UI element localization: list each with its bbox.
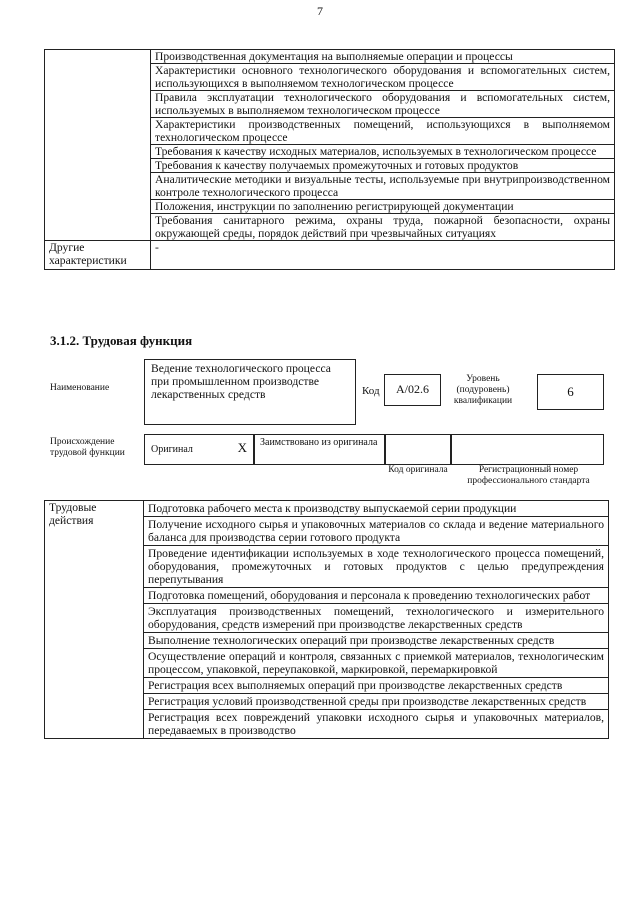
table-cell: Эксплуатация производственных помещений, технологического и измерительного оборудования, средств измерений при производстве лекарственных средств [144,604,609,633]
table-cell: Осуществление операций и контроля, связанных с приемкой материалов, технологическим процессом, упаковкой, переупаковкой, маркировкой, перемаркировкой [144,649,609,678]
table-cell: Положения, инструкции по заполнению регистрирующей документации [151,200,615,214]
table-cell: Производственная документация на выполняемые операции и процессы [151,50,615,64]
other-characteristics-value: - [151,241,615,270]
reg-number-box [451,434,604,465]
name-value-box: Ведение технологического процесса при промышленном производстве лекарственных средств [144,359,356,425]
knowledge-table [44,49,615,270]
labor-actions-label: Трудовые действия [45,501,144,739]
section-title: 3.1.2. Трудовая функция [50,333,193,348]
code-caption: Код оригинала [388,465,448,475]
original-mark: X [237,440,247,455]
labor-actions-table [44,500,609,739]
table-cell: Требования к качеству получаемых промежуточных и готовых продуктов [151,159,615,173]
table-cell: Подготовка рабочего места к производству выпускаемой серии продукции [144,501,609,517]
code-value-box: А/02.6 [384,374,441,406]
table-cell: Получение исходного сырья и упаковочных материалов со склада и ведение материального баланса для производства серии готового продукта [144,517,609,546]
empty-label-cell [45,50,151,241]
table-cell: Проведение идентификации используемых в ходе технологического процесса помещений, оборудования, промежуточных и готовых продуктов с целью предупреждения перепутывания [144,546,609,588]
reg-caption: Регистрационный номер профессионального стандарта [467,465,590,486]
page-number: 7 [317,4,323,18]
borrowed-box: Заимствовано из оригинала [254,434,385,465]
table-cell: Регистрация всех повреждений упаковки исходного сырья и упаковочных материалов, передаваемых в производство [144,710,609,739]
origin-code-box [385,434,451,465]
table-cell: Требования к качеству исходных материалов, используемых в технологическом процессе [151,145,615,159]
other-characteristics-label: Другие характеристики [45,241,151,270]
table-row [45,501,609,517]
level-label: Уровень (подуровень) квалификации [453,374,513,406]
table-cell: Характеристики производственных помещений, использующихся в выполняемом технологическом процессе [151,118,615,145]
original-box [144,434,254,465]
table-cell: Характеристики основного технологического оборудования и вспомогательных систем, использующихся в выполняемом технологическом процессе [151,64,615,91]
code-label: Код [362,385,380,397]
level-value-box: 6 [537,374,604,410]
name-label: Наименование [50,383,110,393]
table-cell: Регистрация всех выполняемых операций при производстве лекарственных средств [144,678,609,694]
original-label: Оригинал [151,444,193,455]
table-cell: Выполнение технологических операций при производстве лекарственных средств [144,633,609,649]
table-cell: Правила эксплуатации технологического оборудования и вспомогательных систем, используемых в выполняемом технологическом процессе [151,91,615,118]
table-cell: Аналитические методики и визуальные тесты, используемые при внутрипроизводственном контроле технологического процесса [151,173,615,200]
table-row [45,50,615,64]
origin-label: Происхождение трудовой функции [50,437,125,458]
table-row [45,241,615,270]
table-cell: Регистрация условий производственной среды при производстве лекарственных средств [144,694,609,710]
table-cell: Требования санитарного режима, охраны труда, пожарной безопасности, охраны окружающей среды, порядок действий при чрезвычайных ситуациях [151,214,615,241]
table-cell: Подготовка помещений, оборудования и персонала к проведению технологических работ [144,588,609,604]
